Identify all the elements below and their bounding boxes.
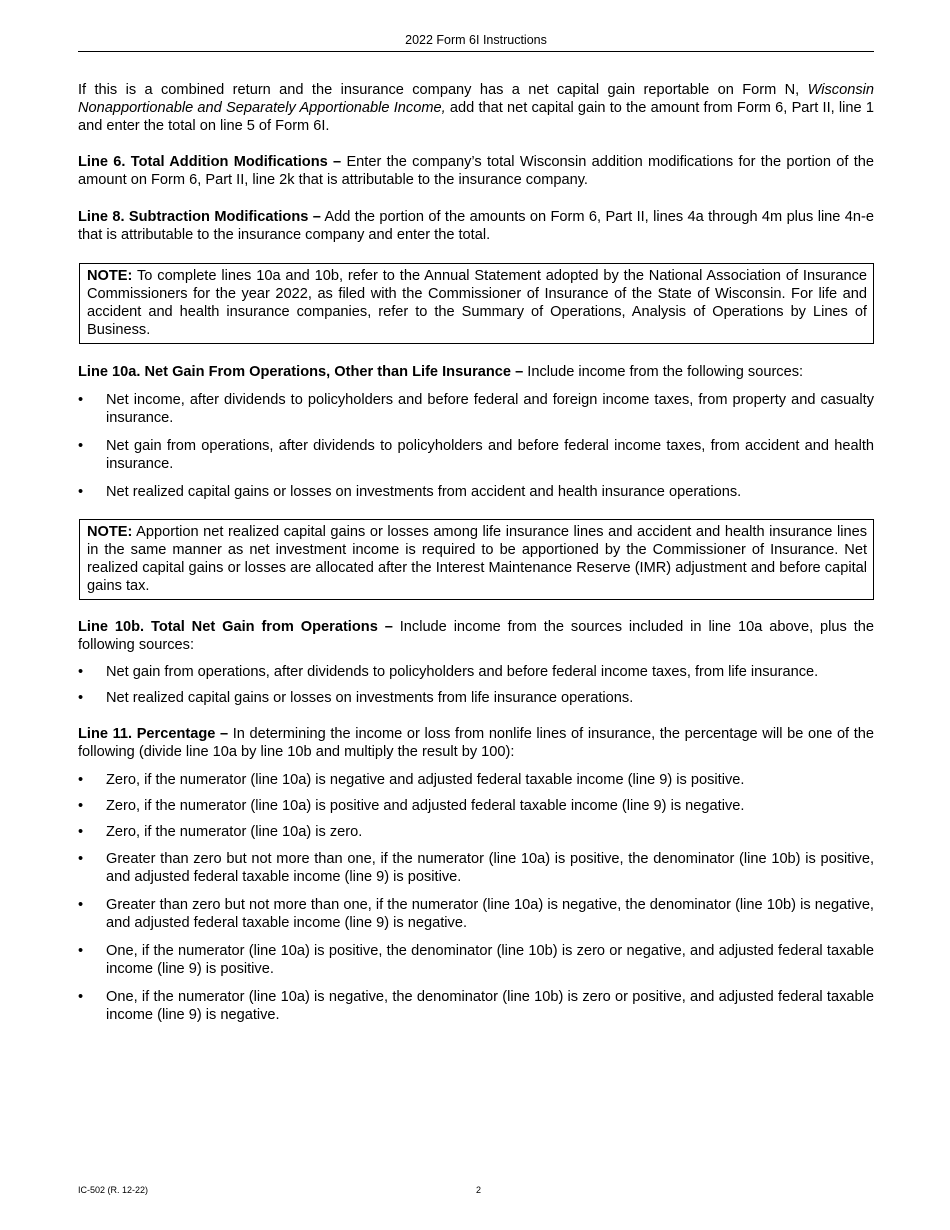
line10b-paragraph xyxy=(78,618,874,654)
line10b-heading: Line 10b. Total Net Gain from Operations – xyxy=(78,619,393,635)
line11-text: In determining the income or loss from nonlife lines of insurance, the percentage will be one of the following (divide line 10a by line 10b and multiply the result by 100): xyxy=(78,726,875,760)
list-item-text: One, if the numerator (line 10a) is negative, the denominator (line 10b) is zero or positive, and adjusted federal taxable income (line 9) is negative. xyxy=(106,989,874,1023)
list-item-text: Net realized capital gains or losses on investments from life insurance operations. xyxy=(106,690,634,706)
bullet-icon: • xyxy=(78,989,84,1005)
bullet-icon: • xyxy=(78,824,84,840)
line8-paragraph xyxy=(78,208,874,244)
bullet-icon: • xyxy=(78,897,84,913)
list-item xyxy=(78,896,874,932)
list-item xyxy=(78,391,874,427)
bullet-icon: • xyxy=(78,943,84,959)
footer-form-id: IC-502 (R. 12-22) xyxy=(78,1185,149,1195)
list-item-text: Zero, if the numerator (line 10a) is positive and adjusted federal taxable income (line 9) is negative. xyxy=(106,798,745,814)
bullet-icon: • xyxy=(78,392,84,408)
note1-label: NOTE: xyxy=(87,268,133,284)
intro-form-title: Wisconsin Nonapportionable and Separately Apportionable Income, xyxy=(78,82,874,116)
bullet-icon: • xyxy=(78,484,84,500)
list-item-text: Zero, if the numerator (line 10a) is zero. xyxy=(106,824,363,840)
intro-paragraph xyxy=(78,81,874,135)
list-item xyxy=(78,942,874,978)
line10b-text: Include income from the sources included in line 10a above, plus the following sources: xyxy=(78,619,874,653)
intro-text-1: If this is a combined return and the insurance company has a net capital gain reportable on Form N, xyxy=(78,82,808,98)
line6-paragraph xyxy=(78,153,874,189)
bullet-icon: • xyxy=(78,664,84,680)
line11-heading: Line 11. Percentage – xyxy=(78,726,229,742)
note-box-2 xyxy=(79,519,874,600)
line6-text: Enter the company’s total Wisconsin addition modifications for the portion of the amount on Form 6, Part II, line 2k that is attributable to the insurance company. xyxy=(78,154,874,188)
line8-heading: Line 8. Subtraction Modifications – xyxy=(78,209,321,225)
page-header: 2022 Form 6I Instructions xyxy=(405,33,547,47)
line8-text: Add the portion of the amounts on Form 6, Part II, lines 4a through 4m plus line 4n-e that is attributable to the insurance company and enter the total. xyxy=(78,209,874,243)
list-item-text: One, if the numerator (line 10a) is positive, the denominator (line 10b) is zero or negative, and adjusted federal taxable income (line 9) is positive. xyxy=(106,943,874,977)
line6-heading: Line 6. Total Addition Modifications – xyxy=(78,154,342,170)
list-item-text: Greater than zero but not more than one, if the numerator (line 10a) is negative, the denominator (line 10b) is negative, and adjusted federal taxable income (line 9) is negative. xyxy=(106,897,874,931)
list-item xyxy=(78,823,874,841)
bullet-icon: • xyxy=(78,851,84,867)
line10a-paragraph xyxy=(78,363,874,381)
line10a-heading: Line 10a. Net Gain From Operations, Other than Life Insurance – xyxy=(78,364,524,380)
note-box-1 xyxy=(79,263,874,344)
list-item-text: Net income, after dividends to policyholders and before federal and foreign income taxes, from property and casualty insurance. xyxy=(106,392,874,426)
line10a-bullet-list xyxy=(78,391,874,501)
footer-page-number: 2 xyxy=(476,1185,482,1195)
list-item-text: Net gain from operations, after dividends to policyholders and before federal income taxes, from life insurance. xyxy=(106,664,819,680)
page-content xyxy=(78,81,874,1024)
list-item xyxy=(78,437,874,473)
intro-text-2: add that net capital gain to the amount from Form 6, Part II, line 1 and enter the total on line 5 of Form 6I. xyxy=(78,100,874,134)
note2-label: NOTE: xyxy=(87,524,133,540)
list-item-text: Zero, if the numerator (line 10a) is negative and adjusted federal taxable income (line 9) is positive. xyxy=(106,772,745,788)
list-item xyxy=(78,850,874,886)
list-item xyxy=(78,689,874,707)
line11-paragraph xyxy=(78,725,874,761)
list-item xyxy=(78,663,874,681)
bullet-icon: • xyxy=(78,798,84,814)
list-item xyxy=(78,797,874,815)
bullet-icon: • xyxy=(78,690,84,706)
note2-text: Apportion net realized capital gains or losses among life insurance lines and accident and health insurance lines in the same manner as net investment income is required to be apportioned by the Commissioner of Insurance. Net realized capital gains or losses are allocated after the Interest Maintenance Reserve (IMR) adjustment and before capital gains tax. xyxy=(87,524,867,594)
line11-bullet-list xyxy=(78,771,874,1024)
list-item-text: Greater than zero but not more than one, if the numerator (line 10a) is positive, the denominator (line 10b) is positive, and adjusted federal taxable income (line 9) is positive. xyxy=(106,851,874,885)
list-item xyxy=(78,483,874,501)
bullet-icon: • xyxy=(78,438,84,454)
list-item-text: Net realized capital gains or losses on investments from accident and health insurance operations. xyxy=(106,484,742,500)
list-item xyxy=(78,988,874,1024)
list-item xyxy=(78,771,874,789)
header-rule xyxy=(78,51,874,52)
bullet-icon: • xyxy=(78,772,84,788)
line10a-text: Include income from the following sources: xyxy=(523,364,804,380)
note1-text: To complete lines 10a and 10b, refer to the Annual Statement adopted by the National Association of Insurance Commissioners for the year 2022, as filed with the Commissioner of Insurance of the State of Wisconsin. For life and accident and health insurance companies, refer to the Summary of Operations, Analysis of Operations by Lines of Business. xyxy=(87,268,867,338)
list-item-text: Net gain from operations, after dividends to policyholders and before federal income taxes, from accident and health insurance. xyxy=(106,438,874,472)
line10b-bullet-list xyxy=(78,663,874,707)
